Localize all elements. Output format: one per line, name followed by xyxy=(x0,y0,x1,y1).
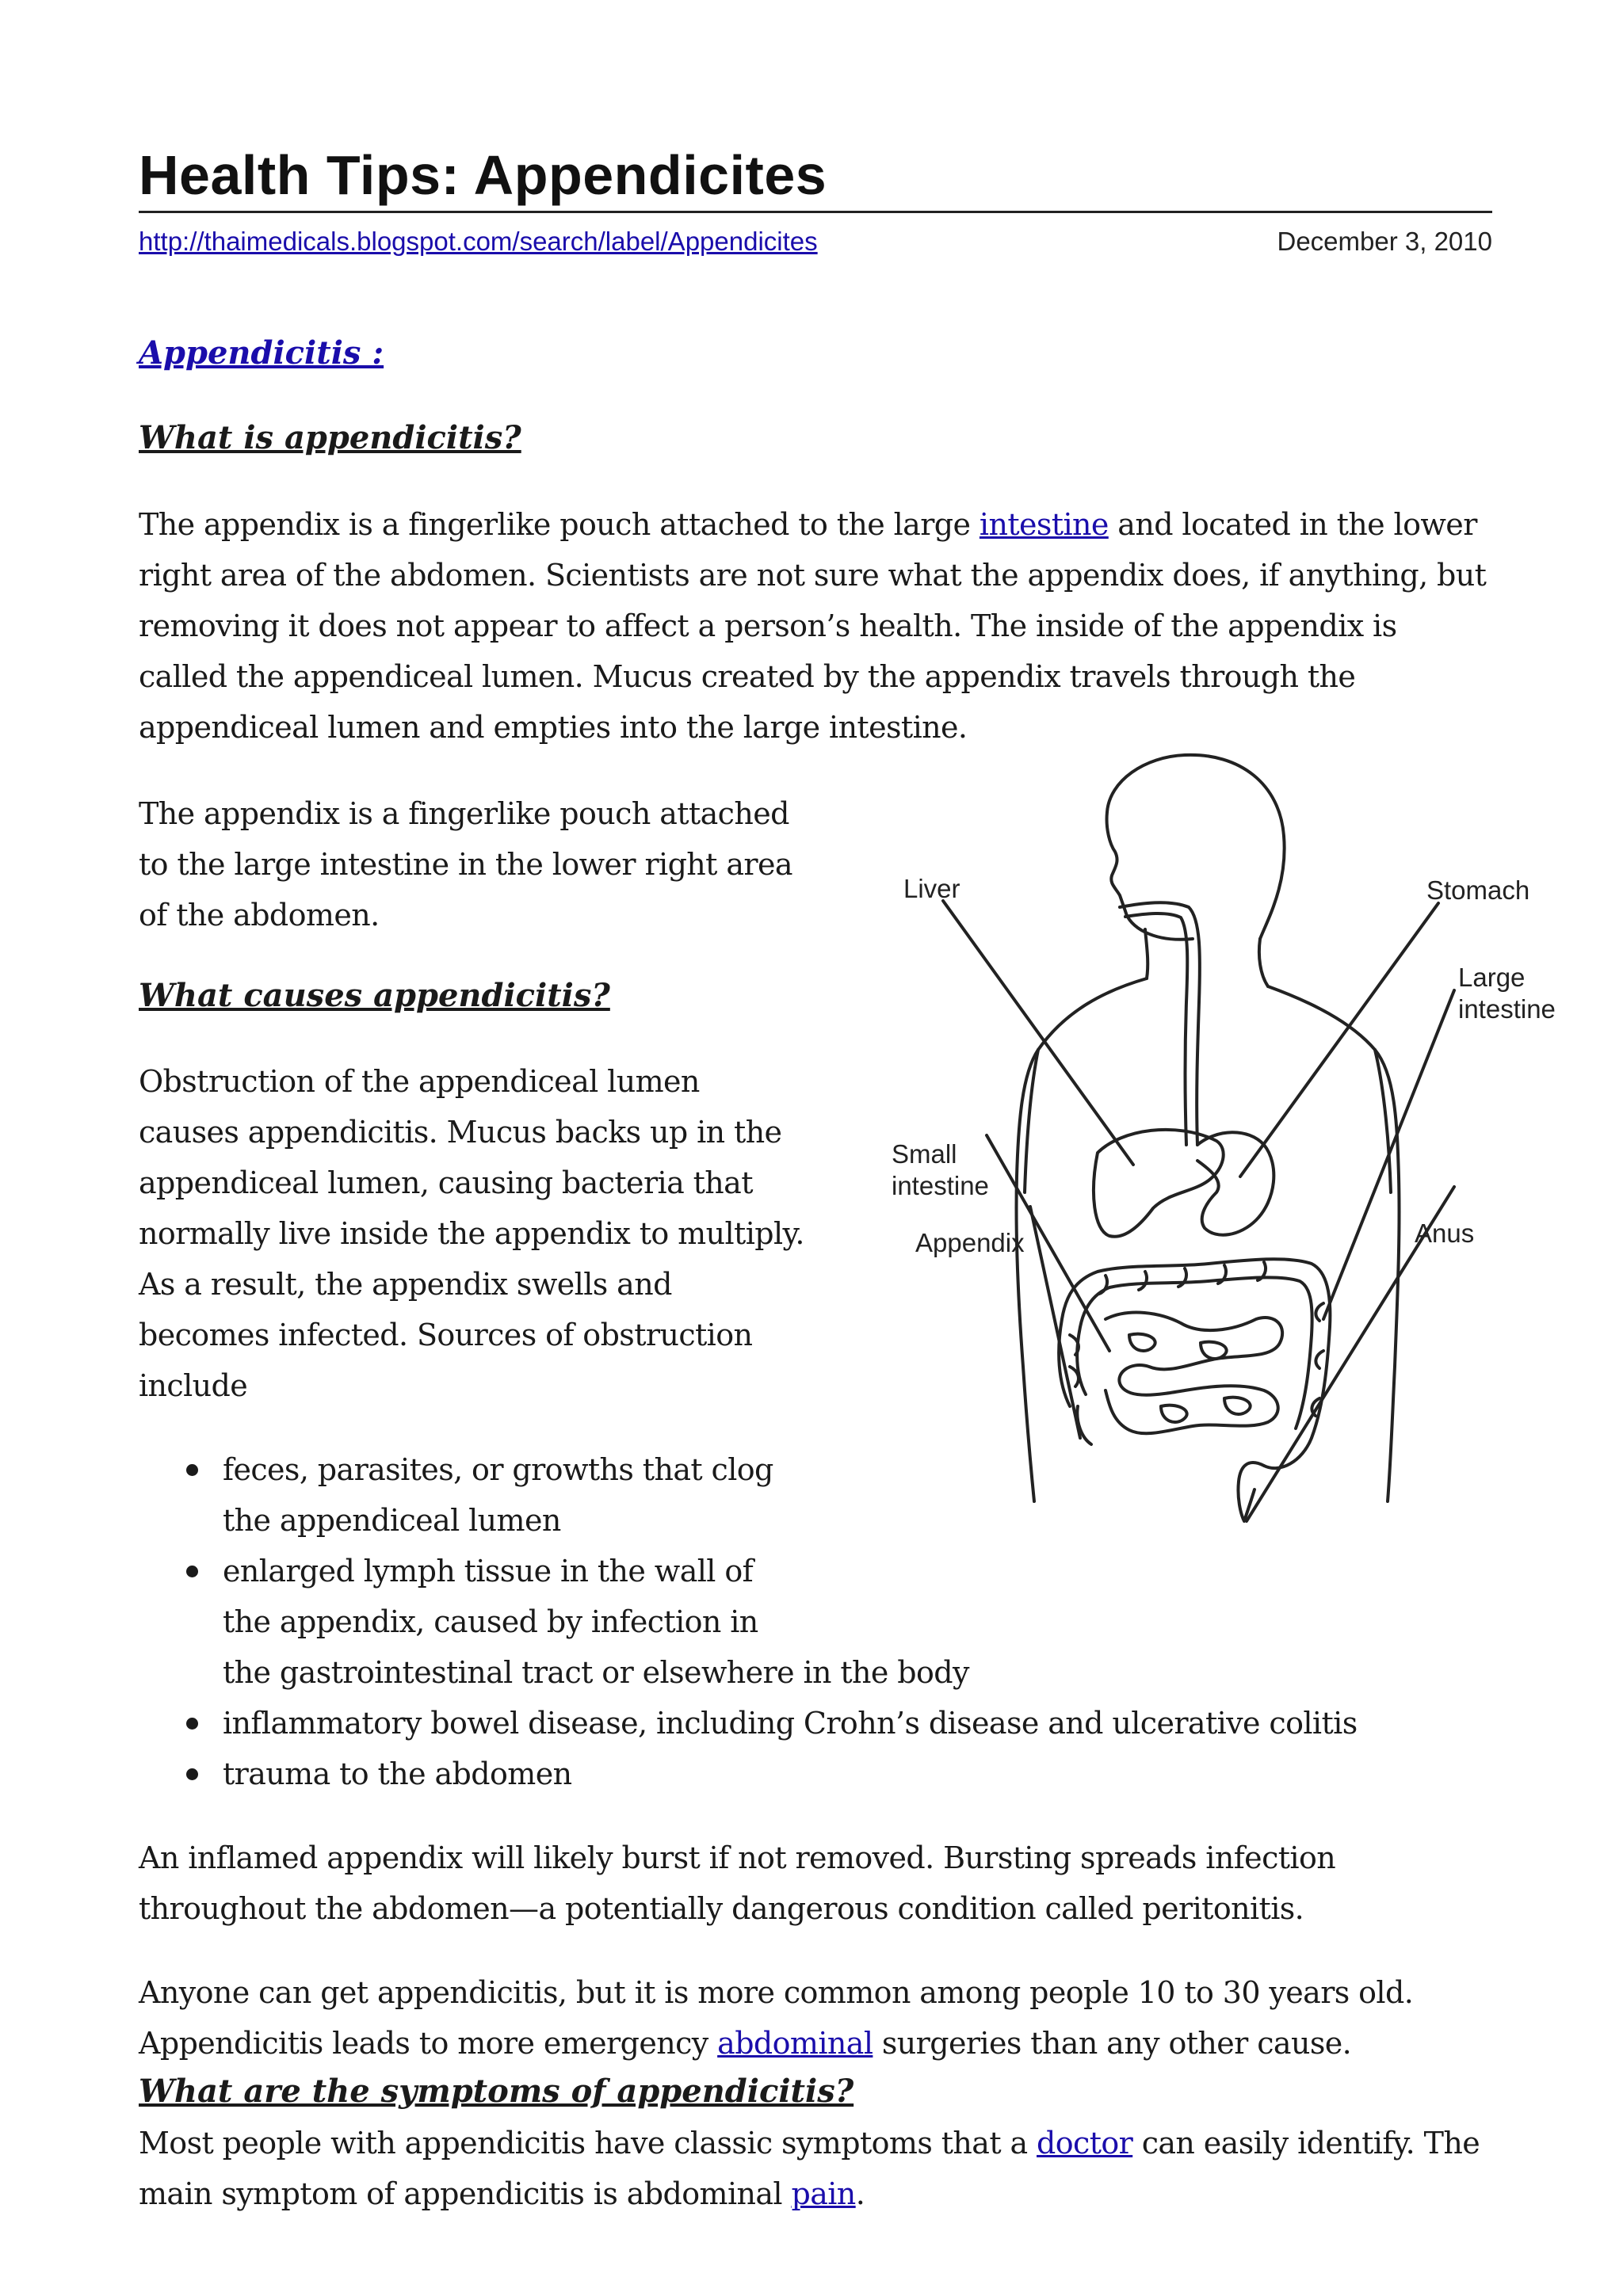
symptoms-paragraph xyxy=(139,2118,1492,2219)
appendix-pointer-line xyxy=(1030,1207,1080,1438)
list-item xyxy=(139,1698,1492,1749)
abdominal-link[interactable]: abdominal xyxy=(717,2026,873,2061)
anus-label: Anus xyxy=(1415,1219,1475,1248)
small-intestine-organ xyxy=(1106,1313,1282,1434)
list-item-line: enlarged lymph tissue in the wall of xyxy=(223,1554,754,1589)
causes-heading: What causes appendicitis? xyxy=(139,977,610,1014)
figure-caption-paragraph: The appendix is a fingerlike pouch attached to the large intestine in the lower right area of the abdomen. xyxy=(139,796,792,933)
source-url-link[interactable]: http://thaimedicals.blogspot.com/search/label/Appendicites xyxy=(139,227,818,256)
what-is-paragraph xyxy=(139,499,1492,753)
list-item-line: trauma to the abdomen xyxy=(223,1756,572,1791)
stomach-label: Stomach xyxy=(1426,875,1530,905)
what-is-heading: What is appendicitis? xyxy=(139,419,521,456)
causes-intro-paragraph: Obstruction of the appendiceal lumen causes appendicitis. Mucus backs up in the appendiceal lumen, causing bacteria that normally live inside the appendix to multiply. As a result, the appendix swells and becomes infected. Sources of obstruction include xyxy=(139,1064,804,1403)
anyone-text-a: Anyone can get appendicitis, but it is more common among people 10 to 30 years old. Appendicitis leads to more emergency xyxy=(139,1975,1414,2061)
symptoms-text-c: . xyxy=(855,2176,865,2211)
list-item-line: the gastrointestinal tract or elsewhere in the body xyxy=(223,1655,969,1690)
appendicitis-heading-link[interactable]: Appendicitis : xyxy=(139,334,384,372)
esophagus-inner xyxy=(1125,913,1187,1145)
large-intestine-label-1: Large xyxy=(1458,963,1526,992)
symptoms-text-a: Most people with appendicitis have classic symptoms that a xyxy=(139,2126,1037,2161)
small-intestine-coils xyxy=(1129,1334,1251,1422)
small-intestine-label-1: Small xyxy=(892,1139,957,1169)
pain-link[interactable]: pain xyxy=(791,2176,856,2211)
liver-label: Liver xyxy=(903,874,960,903)
bullet-icon xyxy=(186,1718,198,1730)
what-is-text-a: The appendix is a fingerlike pouch attached to the large xyxy=(139,507,980,542)
large-intestine-segments xyxy=(1070,1262,1323,1416)
list-item-line: the appendix, caused by infection in xyxy=(223,1604,758,1639)
anyone-text-b: surgeries than any other cause. xyxy=(873,2026,1352,2061)
body-outline-neck-back xyxy=(1259,939,1268,986)
body-outline-head xyxy=(1107,755,1285,940)
small-intestine-label-2: intestine xyxy=(892,1171,989,1200)
bullet-icon xyxy=(186,1768,198,1780)
body-outline-neck xyxy=(1145,929,1148,978)
body-outline-arm-left xyxy=(1025,1050,1038,1192)
title-divider xyxy=(139,211,1492,213)
stomach-pointer-line xyxy=(1240,903,1438,1177)
bullet-icon xyxy=(186,1464,198,1476)
large-intestine-label-2: intestine xyxy=(1458,994,1556,1024)
large-intestine-pointer-line xyxy=(1323,990,1454,1319)
symptoms-text-b: can easily identify. The main symptom of appendicitis is abdominal xyxy=(139,2126,1480,2211)
list-item-line: the appendiceal lumen xyxy=(223,1503,561,1538)
anyone-paragraph xyxy=(139,1967,1492,2069)
doctor-link[interactable]: doctor xyxy=(1037,2126,1133,2161)
digestive-system-illustration xyxy=(868,749,1565,1589)
page-title: Health Tips: Appendicites xyxy=(139,144,827,206)
list-item-line: feces, parasites, or growths that clog xyxy=(223,1452,773,1487)
liver-organ xyxy=(1094,1130,1224,1237)
what-is-text-b: and located in the lower right area of the abdomen. Scientists are not sure what the appendix does, if anything, but removing it does not appear to affect a person’s health. The inside of the appendix is called the appendiceal lumen. Mucus created by the appendix travels through the appendiceal lumen and empties into the large intestine. xyxy=(139,507,1487,745)
digestive-system-diagram xyxy=(868,749,1565,1589)
appendix-label: Appendix xyxy=(915,1228,1025,1257)
intestine-link[interactable]: intestine xyxy=(979,507,1109,542)
list-item xyxy=(139,1749,1492,1799)
list-item-line: inflammatory bowel disease, including Crohn’s disease and ulcerative colitis xyxy=(223,1706,1358,1741)
burst-paragraph: An inflamed appendix will likely burst if not removed. Bursting spreads infection throughout the abdomen—a potentially dangerous condition called peritonitis. xyxy=(139,1840,1336,1926)
bullet-icon xyxy=(186,1566,198,1577)
post-date: December 3, 2010 xyxy=(1277,227,1492,256)
liver-pointer-line xyxy=(943,901,1133,1165)
symptoms-heading: What are the symptoms of appendicitis? xyxy=(139,2073,854,2110)
